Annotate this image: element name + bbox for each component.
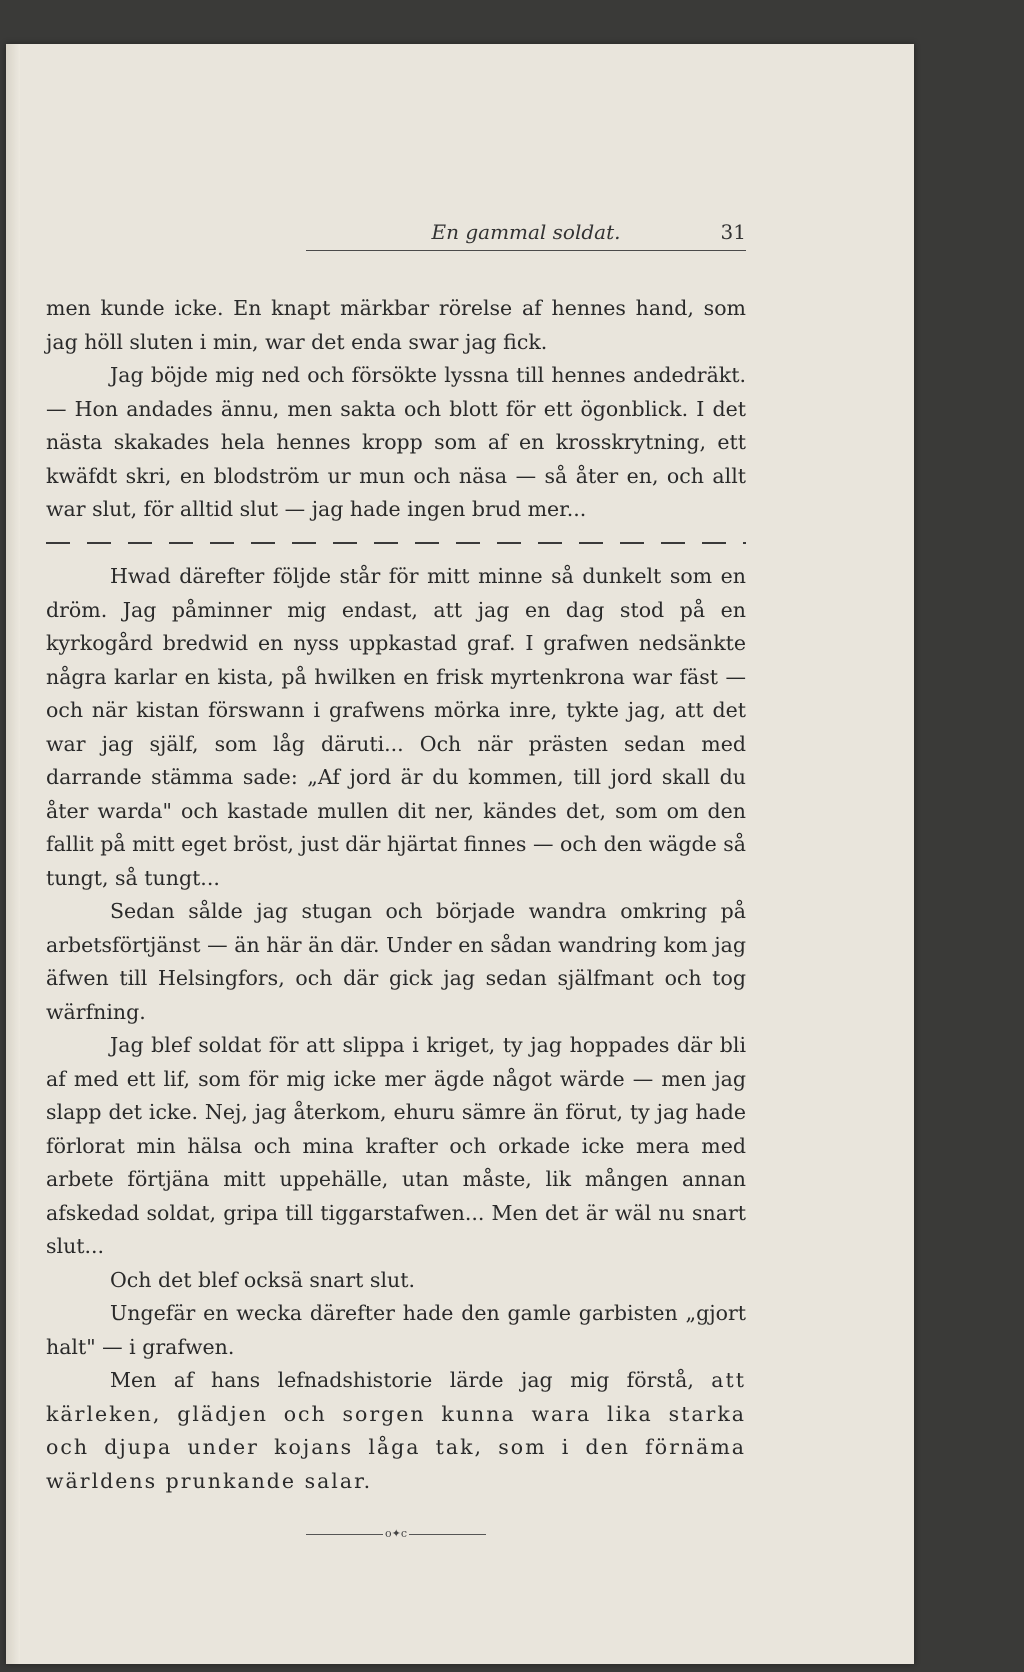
paragraph-3: Hwad därefter följde står för mitt minne så dunkelt som en dröm. Jag påminner mig endast, att jag en dag stod på en kyrkogård bredwid en nyss uppkastad graf. I grafwen nedsänkte några karlar en kista, på hwilken en frisk myrtenkrona war fäst — och när kistan förswann i grafwens mörka inre, tykte jag, att det war jag själf, som låg däruti... Och när prästen sedan med darrande stämma sade: „Af jord är du kommen, till jord skall du åter warda" och kastade mullen dit ner, kändes det, som om den fallit på mitt eget bröst, just där hjärtat finnes — och den wägde så tungt, så tungt... xyxy=(46,564,746,890)
end-ornament xyxy=(306,1528,486,1540)
running-head xyxy=(306,220,746,251)
page-number: 31 xyxy=(720,220,746,244)
body-text xyxy=(46,292,746,1498)
book-page xyxy=(6,44,914,1664)
dashed-separator xyxy=(46,527,746,561)
paragraph-1: men kunde icke. En knapt märkbar rörelse af hennes hand, som jag höll sluten i min, war det enda swar jag fick. xyxy=(46,296,746,354)
paragraph-8-start: Men af hans lefnadshistorie lärde jag mig förstå, xyxy=(110,1368,712,1392)
page-edge xyxy=(6,44,20,1664)
ornament-mark: o✦c xyxy=(385,1527,407,1540)
running-title: En gammal soldat. xyxy=(431,220,621,244)
ornament-rule-right xyxy=(409,1534,486,1535)
paragraph-5: Jag blef soldat för att slippa i kriget, ty jag hoppades där bli af med ett lif, som för mig icke mer ägde något wärde — men jag slapp det icke. Nej, jag återkom, ehuru sämre än förut, ty jag hade förlorat min hälsa och mina krafter och orkade icke mera med arbete förtjäna mitt uppehälle, utan måste, lik mången annan afskedad soldat, gripa till tiggarstafwen... Men det är wäl nu snart slut... xyxy=(46,1033,746,1258)
paragraph-8 xyxy=(46,1364,746,1498)
paragraph-8-spaced: att kärleken, glädjen och sorgen kunna wara lika starka och djupa under kojans låga tak, som i den förnäma wärldens prunkande salar. xyxy=(46,1368,746,1493)
paragraph-2: Jag böjde mig ned och försökte lyssna till hennes andedräkt. — Hon andades ännu, men sakta och blott för ett ögonblick. I det nästa skakades hela hennes kropp som af en krosskrytning, ett kwäfdt skri, en blodström ur mun och näsa — så åter en, och allt war slut, för alltid slut — jag hade ingen brud mer... xyxy=(46,363,746,521)
paragraph-7: Ungefär en wecka därefter hade den gamle garbisten „gjort halt" — i grafwen. xyxy=(46,1301,746,1359)
paragraph-6: Och det blef ocksä snart slut. xyxy=(110,1267,415,1292)
ornament-rule-left xyxy=(306,1534,383,1535)
paragraph-4: Sedan sålde jag stugan och började wandra omkring på arbetsförtjänst — än här än där. Under en sådan wandring kom jag äfwen till Helsingfors, och där gick jag sedan själfmant och tog wärfning. xyxy=(46,899,746,1024)
